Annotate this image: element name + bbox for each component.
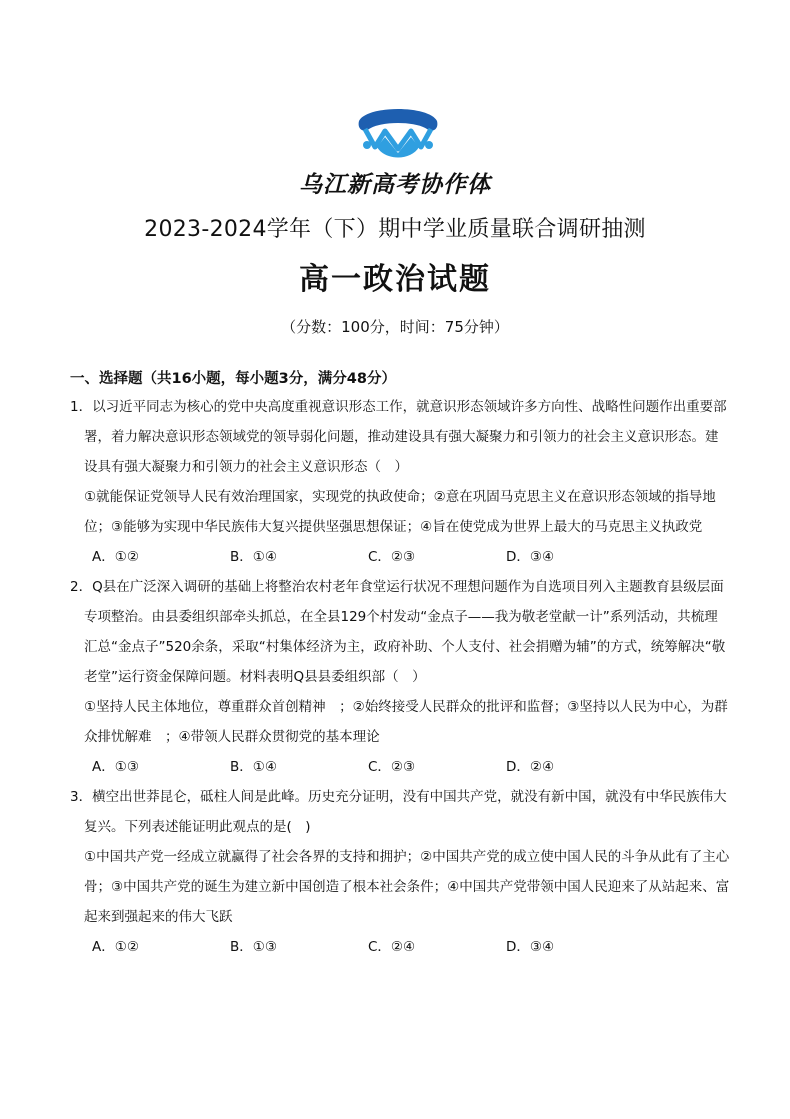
question-statements: ①中国共产党一经成立就赢得了社会各界的支持和拥护；②中国共产党的成立使中国人民的斗争从此有了主心骨；③中国共产党的诞生为建立新中国创造了根本社会条件；④中国共产党带领中国人民迎来了从站起来、富起来到强起来的伟大飞跃 bbox=[84, 849, 730, 925]
choice-d: D．②④ bbox=[506, 759, 555, 775]
question-stem: 1．以习近平同志为核心的党中央高度重视意识形态工作，就意识形态领域许多方向性、战略性问题作出重要部署，着力解决意识形态领域党的领导弱化问题，推动建设具有强大凝聚力和引领力的社会主义意识形态。建设具有强大凝聚力和引领力的社会主义意识形态（ ） bbox=[70, 399, 727, 475]
question-list bbox=[70, 392, 730, 962]
score-time-info: （分数：100分，时间：75分钟） bbox=[281, 318, 509, 336]
answer-choices bbox=[70, 932, 730, 962]
answer-choices bbox=[70, 752, 730, 782]
choice-b: B．①④ bbox=[230, 759, 277, 775]
choice-c: C．②③ bbox=[368, 549, 416, 565]
choice-b: B．①③ bbox=[230, 939, 277, 955]
question-item bbox=[70, 572, 730, 782]
logo-top-shape bbox=[359, 109, 438, 131]
question-stem: 3．横空出世莽昆仑，砥柱人间是此峰。历史充分证明，没有中国共产党，就没有新中国，就没有中华民族伟大复兴。下列表述能证明此观点的是( ) bbox=[70, 789, 727, 835]
choice-c: C．②④ bbox=[368, 939, 416, 955]
question-stem: 2．Q县在广泛深入调研的基础上将整治农村老年食堂运行状况不理想问题作为自选项目列入主题教育县级层面专项整治。由县委组织部牵头抓总，在全县129个村发动“金点子——我为敬老堂献一计”系列活动，共梳理汇总“金点子”520余条，采取“村集体经济为主，政府补助、个人支付、社会捐赠为辅”的方式，统筹解决“敬老堂”运行资金保障问题。材料表明Q县县委组织部（ ） bbox=[70, 579, 726, 685]
logo-dot-right bbox=[425, 141, 433, 149]
choice-d: D．③④ bbox=[506, 549, 555, 565]
organization-name: 乌江新高考协作体 bbox=[299, 172, 491, 198]
logo-wave-shape bbox=[365, 129, 431, 149]
answer-choices bbox=[70, 542, 730, 572]
question-statements: ①就能保证党领导人民有效治理国家，实现党的执政使命；②意在巩固马克思主义在意识形态领域的指导地位；③能够为实现中华民族伟大复兴提供坚强思想保证；④旨在使党成为世界上最大的马克思主义执政党 bbox=[84, 489, 716, 535]
choice-a: A．①② bbox=[92, 939, 139, 955]
question-item bbox=[70, 392, 730, 572]
question-item bbox=[70, 782, 730, 962]
organization-logo bbox=[355, 103, 441, 163]
logo-dot-left bbox=[363, 141, 371, 149]
choice-a: A．①③ bbox=[92, 759, 139, 775]
subject-title: 高一政治试题 bbox=[299, 262, 491, 297]
section-heading: 一、选择题（共16小题，每小题3分，满分48分） bbox=[70, 371, 396, 387]
choice-b: B．①④ bbox=[230, 549, 277, 565]
exam-title: 2023-2024学年（下）期中学业质量联合调研抽测 bbox=[144, 217, 646, 242]
question-statements: ①坚持人民主体地位，尊重群众首创精神 ；②始终接受人民群众的批评和监督；③坚持以人民为中心，为群众排忧解难 ；④带领人民群众贯彻党的基本理论 bbox=[84, 699, 728, 745]
choice-a: A．①② bbox=[92, 549, 139, 565]
choice-c: C．②③ bbox=[368, 759, 416, 775]
choice-d: D．③④ bbox=[506, 939, 555, 955]
